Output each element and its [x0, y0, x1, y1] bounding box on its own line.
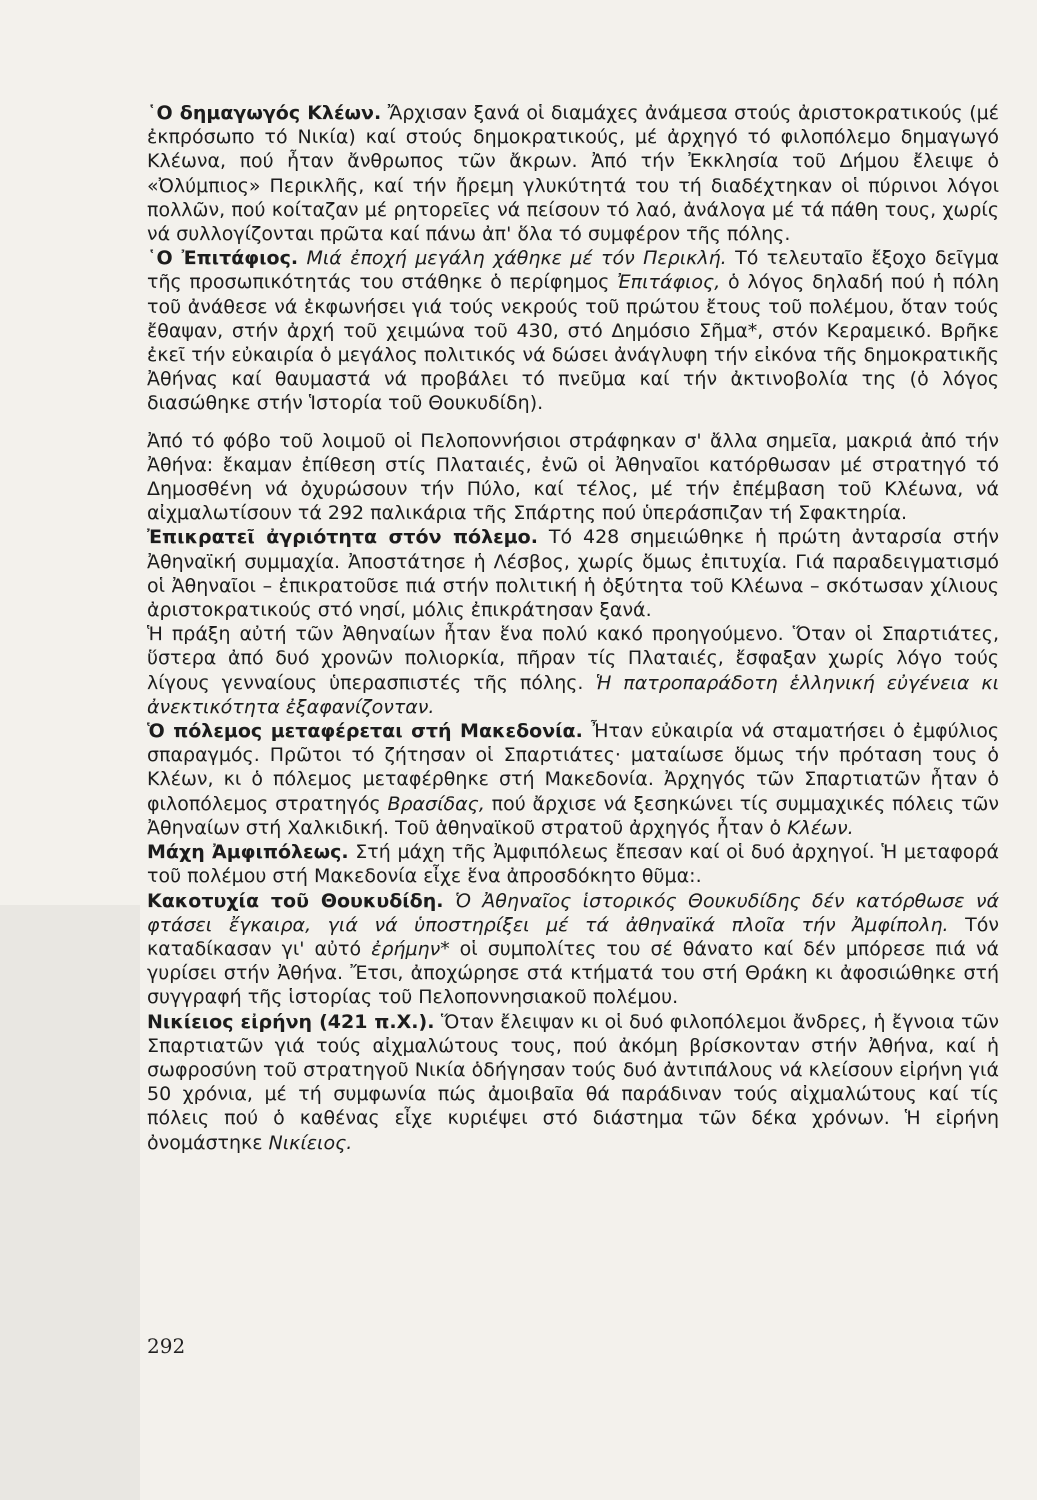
italic-text: Βρασίδας,	[387, 792, 485, 815]
paragraph	[147, 525, 999, 622]
paragraph-heading: Ἐπικρατεῖ ἀγριότητα στόν πόλεμο.	[147, 526, 538, 549]
text-run: Τό τελευταῖο ἔξοχο δεῖγμα τῆς προσωπικότητάς του στάθηκε ὁ περίφημος	[147, 247, 999, 294]
text-run: Ἄρχισαν ξανά οἱ διαμάχες ἀνάμεσα στούς ἀριστοκρατικούς (μέ ἐκπρόσωπο τό Νικία) καί στούς δημοκρατικούς, μέ ἀρχηγό τό φιλοπόλεμο δημαγωγό Κλέωνα, πού ἦταν ἄνθρωπος τῶν ἄκρων. Ἀπό τήν Ἐκκλησία τοῦ Δήμου ἔλειψε ὁ «Ὀλύμπιος» Περικλῆς, καί τήν ἤρεμη γλυκύτητά του τή διαδέχτηκαν οἱ πύρινοι λόγοι πολλῶν, πού κοίταζαν μέ ρητορεῖες νά πείσουν τό λαό, ἀνάλογα μέ τά πάθη τους, χωρίς νά συλλογίζονται πρῶτα καί πάνω ἀπ' ὅλα τό συμφέρον τῆς πόλης.	[147, 102, 999, 246]
paragraph-heading: Κακοτυχία τοῦ Θουκυδίδη.	[147, 889, 444, 912]
italic-text: Ἡ πατροπαράδοτη ἑλληνική εὐγένεια κι ἀνεκτικότητα ἐξαφανίζονταν.	[147, 671, 999, 718]
paragraph-heading: Ὁ πόλεμος μεταφέρεται στή Μακεδονία.	[147, 720, 583, 743]
page-shadow	[0, 905, 140, 1500]
text-run: οἱ συμπολίτες του σέ θάνατο καί δέν μπόρεσε πιά νά γυρίσει στήν Ἀθήνα. Ἔτσι, ἀποχώρησε στά κτήματά του στή Θράκη κι ἀφοσιώθηκε στή συγγραφή τῆς ἱστορίας τοῦ Πελοποννησιακοῦ πολέμου.	[147, 937, 999, 1009]
text-run: Ἀπό τό φόβο τοῦ λοιμοῦ οἱ Πελοποννήσιοι στράφηκαν σ' ἄλλα σημεῖα, μακριά ἀπό τήν Ἀθήνα: ἔκαμαν ἐπίθεση στίς Πλαταιές, ἐνῶ οἱ Ἀθηναῖοι κατόρθωσαν μέ στρατηγό τό Δημοσθένη νά ὀχυρώσουν τήν Πύλο, καί τέλος, μέ τήν ἐπέμβαση τοῦ Κλέωνα, νά αἰχμαλωτίσουν τά 292 παλικάρια τῆς Σπάρτης πού ὑπεράσπιζαν τή Σφακτηρία.	[147, 429, 999, 525]
text-run: ὁ λόγος δηλαδή πού ἡ πόλη τοῦ ἀνάθεσε νά ἐκφωνήσει γιά τούς νεκρούς τοῦ πρώτου ἔτους τοῦ πολέμου, ὅταν τούς ἔθαψαν, στήν ἀρχή τοῦ χειμώνα τοῦ 430, στό Δημόσιο Σῆμα*, στόν Κεραμεικό. Βρῆκε ἐκεῖ τήν εὐκαιρία ὁ μεγάλος πολιτικός νά δώσει ἀνάγλυφη τήν εἰκόνα τῆς δημοκρατικῆς Ἀθήνας καί θαυμαστά νά προβάλει τό πνεῦμα καί τήν ἀκτινοβολία της (ὁ λόγος διασώθηκε στήν Ἱστορία τοῦ Θουκυδίδη).	[147, 271, 999, 415]
italic-text: Ὁ Ἀθηναῖος ἱστορικός Θουκυδίδης δέν κατόρθωσε νά φτάσει ἔγκαιρα, γιά νά ὑποστηρίξει μέ τά ἀθηναϊκά πλοῖα τήν Ἀμφίπολη.	[147, 889, 999, 936]
paragraph-heading: ῾Ο Ἐπιτάφιος.	[147, 247, 299, 270]
paragraph	[147, 622, 999, 719]
paragraph	[147, 101, 999, 246]
italic-text: Μιά ἐποχή μεγάλη χάθηκε μέ τόν Περικλή.	[306, 247, 727, 270]
text-run: Τό 428 σημειώθηκε ἡ πρώτη ἀνταρσία στήν Ἀθηναϊκή συμμαχία. Ἀποστάτησε ἡ Λέσβος, χωρίς ὅμως ἐπιτυχία. Γιά παραδειγματισμό οἱ Ἀθηναῖοι – ἐπικρατοῦσε πιά στήν πολιτική ἡ ὀξύτητα τοῦ Κλέωνα – σκότωσαν χίλιους ἀριστοκρατικούς στό νησί, μόλις ἐπικράτησαν ξανά.	[147, 526, 999, 622]
paragraph	[147, 246, 999, 415]
paragraph	[147, 889, 999, 1010]
text-run: πού ἄρχισε νά ξεσηκώνει τίς συμμαχικές πόλεις τῶν Ἀθηναίων στή Χαλκιδική. Τοῦ ἀθηναϊκοῦ στρατοῦ ἀρχηγός ἦταν ὁ	[147, 792, 999, 839]
italic-text: Ἐπιτάφιος,	[617, 271, 721, 294]
paragraph	[147, 429, 999, 526]
text-run: Τόν καταδίκασαν γι' αὐτό	[147, 913, 999, 960]
page-number: 292	[147, 1334, 186, 1358]
paragraph	[147, 719, 999, 840]
paragraph	[147, 840, 999, 888]
italic-text: Νικίειος.	[268, 1131, 353, 1154]
paragraph-heading: Μάχη Ἀμφιπόλεως.	[147, 841, 349, 864]
text-run: Ὅταν ἔλειψαν κι οἱ δυό φιλοπόλεμοι ἄνδρες, ἡ ἔγνοια τῶν Σπαρτιατῶν γιά τούς αἰχμαλώτους τους, πού ἀκόμη βρίσκονταν στήν Ἀθήνα, καί ἡ σωφροσύνη τοῦ στρατηγοῦ Νικία ὁδήγησαν τούς δυό ἀντιπάλους νά κλείσουν εἰρήνη γιά 50 χρόνια, μέ τή συμφωνία πώς ἀμοιβαῖα θά παράδιναν τούς αἰχμαλώτους καί τίς πόλεις πού ὁ καθένας εἶχε κυριέψει στό διάστημα τῶν δέκα χρόνων. Ἡ εἰρήνη ὀνομάστηκε	[147, 1010, 1000, 1154]
paragraph-heading: Νικίειος εἰρήνη (421 π.Χ.).	[147, 1010, 435, 1033]
italic-text: ἐρήμην*	[371, 937, 450, 960]
text-run: Στή μάχη τῆς Ἀμφιπόλεως ἔπεσαν καί οἱ δυό ἀρχηγοί. Ἡ μεταφορά τοῦ πολέμου στή Μακεδονία εἶχε ἕνα ἀπροσδόκητο θῦμα:.	[147, 841, 999, 888]
italic-text: Κλέων.	[787, 816, 854, 839]
paragraph	[147, 1010, 999, 1155]
text-run: Ἦταν εὐκαιρία νά σταματήσει ὁ ἐμφύλιος σπαραγμός. Πρῶτοι τό ζήτησαν οἱ Σπαρτιάτες· ματαίωσε ὅμως τήν πρόταση τους ὁ Κλέων, κι ὁ πόλεμος μεταφέρθηκε στή Μακεδονία. Ἀρχηγός τῶν Σπαρτιατῶν ἦταν ὁ φιλοπόλεμος στρατηγός	[147, 720, 1000, 815]
text-run	[443, 890, 454, 912]
text-run: Ἡ πράξη αὐτή τῶν Ἀθηναίων ἦταν ἕνα πολύ κακό προηγούμενο. Ὅταν οἱ Σπαρτιάτες, ὕστερα ἀπό δυό χρονῶν πολιορκία, πῆραν τίς Πλαταιές, ἔσφαξαν χωρίς λόγο τούς λίγους γενναίους ὑπερασπιστές τῆς πόλης.	[147, 623, 999, 694]
paragraph-heading: ῾Ο δημαγωγός Κλέων.	[147, 102, 382, 124]
body-text	[147, 101, 999, 1155]
